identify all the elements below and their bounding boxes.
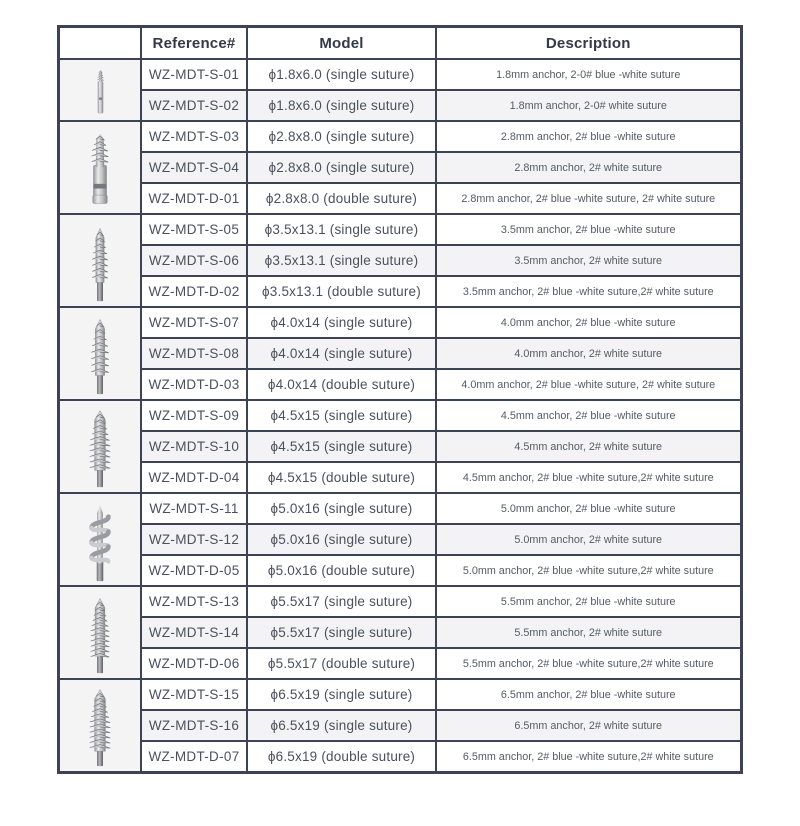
table-row <box>59 741 742 773</box>
anchor-photo-6.5mm <box>72 684 128 768</box>
description-cell: 6.5mm anchor, 2# blue -white suture <box>436 679 741 710</box>
model-cell: ϕ5.0x16 (single suture) <box>247 524 436 555</box>
model-cell: ϕ1.8x6.0 (single suture) <box>247 90 436 121</box>
description-cell: 1.8mm anchor, 2-0# white suture <box>436 90 741 121</box>
model-cell: ϕ6.5x19 (single suture) <box>247 679 436 710</box>
description-cell: 4.0mm anchor, 2# blue -white suture, 2# white suture <box>436 369 741 400</box>
table-row <box>59 121 742 152</box>
product-rows <box>59 59 742 773</box>
anchor-image-cell <box>59 679 142 773</box>
reference-cell: WZ-MDT-S-12 <box>141 524 247 555</box>
reference-cell: WZ-MDT-S-01 <box>141 59 247 90</box>
description-cell: 4.0mm anchor, 2# white suture <box>436 338 741 369</box>
reference-cell: WZ-MDT-D-05 <box>141 555 247 586</box>
description-cell: 4.5mm anchor, 2# blue -white suture <box>436 400 741 431</box>
anchor-photo-1.8mm <box>83 64 118 116</box>
table-row <box>59 307 742 338</box>
table-row <box>59 648 742 679</box>
description-cell: 2.8mm anchor, 2# blue -white suture, 2# white suture <box>436 183 741 214</box>
model-cell: ϕ4.5x15 (single suture) <box>247 431 436 462</box>
reference-cell: WZ-MDT-S-03 <box>141 121 247 152</box>
description-cell: 4.5mm anchor, 2# blue -white suture,2# white suture <box>436 462 741 493</box>
reference-cell: WZ-MDT-S-09 <box>141 400 247 431</box>
table-row <box>59 493 742 524</box>
reference-cell: WZ-MDT-S-02 <box>141 90 247 121</box>
product-spec-table <box>57 25 743 774</box>
table-row <box>59 152 742 183</box>
model-cell: ϕ5.0x16 (single suture) <box>247 493 436 524</box>
reference-cell: WZ-MDT-D-01 <box>141 183 247 214</box>
anchor-photo-4.5mm <box>72 405 128 489</box>
column-header-model: Model <box>247 27 436 60</box>
reference-cell: WZ-MDT-D-07 <box>141 741 247 773</box>
table-row <box>59 586 742 617</box>
description-cell: 3.5mm anchor, 2# blue -white suture,2# white suture <box>436 276 741 307</box>
model-cell: ϕ2.8x8.0 (double suture) <box>247 183 436 214</box>
table-row <box>59 555 742 586</box>
table-row <box>59 400 742 431</box>
table-row <box>59 245 742 276</box>
anchor-image-cell <box>59 121 142 214</box>
reference-cell: WZ-MDT-S-05 <box>141 214 247 245</box>
table-row <box>59 524 742 555</box>
table-row <box>59 214 742 245</box>
model-cell: ϕ3.5x13.1 (single suture) <box>247 245 436 276</box>
reference-cell: WZ-MDT-S-13 <box>141 586 247 617</box>
table-row <box>59 59 742 90</box>
table-row <box>59 338 742 369</box>
model-cell: ϕ5.5x17 (double suture) <box>247 648 436 679</box>
anchor-photo-4.0mm <box>72 312 128 396</box>
description-cell: 2.8mm anchor, 2# blue -white suture <box>436 121 741 152</box>
description-cell: 4.0mm anchor, 2# blue -white suture <box>436 307 741 338</box>
column-header-reference: Reference# <box>141 27 247 60</box>
reference-cell: WZ-MDT-S-10 <box>141 431 247 462</box>
description-cell: 3.5mm anchor, 2# white suture <box>436 245 741 276</box>
model-cell: ϕ4.0x14 (single suture) <box>247 338 436 369</box>
reference-cell: WZ-MDT-S-04 <box>141 152 247 183</box>
anchor-image-cell <box>59 214 142 307</box>
table-row <box>59 462 742 493</box>
model-cell: ϕ4.5x15 (double suture) <box>247 462 436 493</box>
model-cell: ϕ3.5x13.1 (single suture) <box>247 214 436 245</box>
table-row <box>59 276 742 307</box>
anchor-image-cell <box>59 493 142 586</box>
table-row <box>59 431 742 462</box>
reference-cell: WZ-MDT-D-02 <box>141 276 247 307</box>
description-cell: 5.0mm anchor, 2# blue -white suture,2# white suture <box>436 555 741 586</box>
anchor-photo-2.8mm <box>72 126 128 210</box>
reference-cell: WZ-MDT-S-11 <box>141 493 247 524</box>
model-cell: ϕ3.5x13.1 (double suture) <box>247 276 436 307</box>
description-cell: 5.5mm anchor, 2# white suture <box>436 617 741 648</box>
reference-cell: WZ-MDT-S-08 <box>141 338 247 369</box>
image-column-header <box>59 27 142 60</box>
header-row <box>59 27 742 60</box>
table-row <box>59 90 742 121</box>
model-cell: ϕ2.8x8.0 (single suture) <box>247 121 436 152</box>
reference-cell: WZ-MDT-S-16 <box>141 710 247 741</box>
model-cell: ϕ1.8x6.0 (single suture) <box>247 59 436 90</box>
table-row <box>59 679 742 710</box>
description-cell: 6.5mm anchor, 2# white suture <box>436 710 741 741</box>
model-cell: ϕ2.8x8.0 (single suture) <box>247 152 436 183</box>
anchor-image-cell <box>59 59 142 121</box>
reference-cell: WZ-MDT-S-14 <box>141 617 247 648</box>
model-cell: ϕ6.5x19 (single suture) <box>247 710 436 741</box>
description-cell: 2.8mm anchor, 2# white suture <box>436 152 741 183</box>
model-cell: ϕ4.0x14 (single suture) <box>247 307 436 338</box>
column-header-description: Description <box>436 27 741 60</box>
description-cell: 3.5mm anchor, 2# blue -white suture <box>436 214 741 245</box>
table-row <box>59 710 742 741</box>
anchor-photo-3.5mm <box>72 219 128 303</box>
reference-cell: WZ-MDT-D-06 <box>141 648 247 679</box>
anchor-image-cell <box>59 586 142 679</box>
description-cell: 5.5mm anchor, 2# blue -white suture,2# white suture <box>436 648 741 679</box>
model-cell: ϕ4.0x14 (double suture) <box>247 369 436 400</box>
reference-cell: WZ-MDT-D-03 <box>141 369 247 400</box>
anchor-photo-5.0mm <box>72 498 128 582</box>
table-row <box>59 183 742 214</box>
model-cell: ϕ5.5x17 (single suture) <box>247 586 436 617</box>
description-cell: 5.5mm anchor, 2# blue -white suture <box>436 586 741 617</box>
model-cell: ϕ5.5x17 (single suture) <box>247 617 436 648</box>
description-cell: 1.8mm anchor, 2-0# blue -white suture <box>436 59 741 90</box>
reference-cell: WZ-MDT-S-07 <box>141 307 247 338</box>
description-cell: 6.5mm anchor, 2# blue -white suture,2# white suture <box>436 741 741 773</box>
reference-cell: WZ-MDT-S-06 <box>141 245 247 276</box>
model-cell: ϕ4.5x15 (single suture) <box>247 400 436 431</box>
description-cell: 5.0mm anchor, 2# blue -white suture <box>436 493 741 524</box>
reference-cell: WZ-MDT-D-04 <box>141 462 247 493</box>
table-row <box>59 617 742 648</box>
description-cell: 5.0mm anchor, 2# white suture <box>436 524 741 555</box>
anchor-image-cell <box>59 307 142 400</box>
anchor-photo-5.5mm <box>72 591 128 675</box>
table-row <box>59 369 742 400</box>
model-cell: ϕ6.5x19 (double suture) <box>247 741 436 773</box>
reference-cell: WZ-MDT-S-15 <box>141 679 247 710</box>
description-cell: 4.5mm anchor, 2# white suture <box>436 431 741 462</box>
model-cell: ϕ5.0x16 (double suture) <box>247 555 436 586</box>
anchor-image-cell <box>59 400 142 493</box>
